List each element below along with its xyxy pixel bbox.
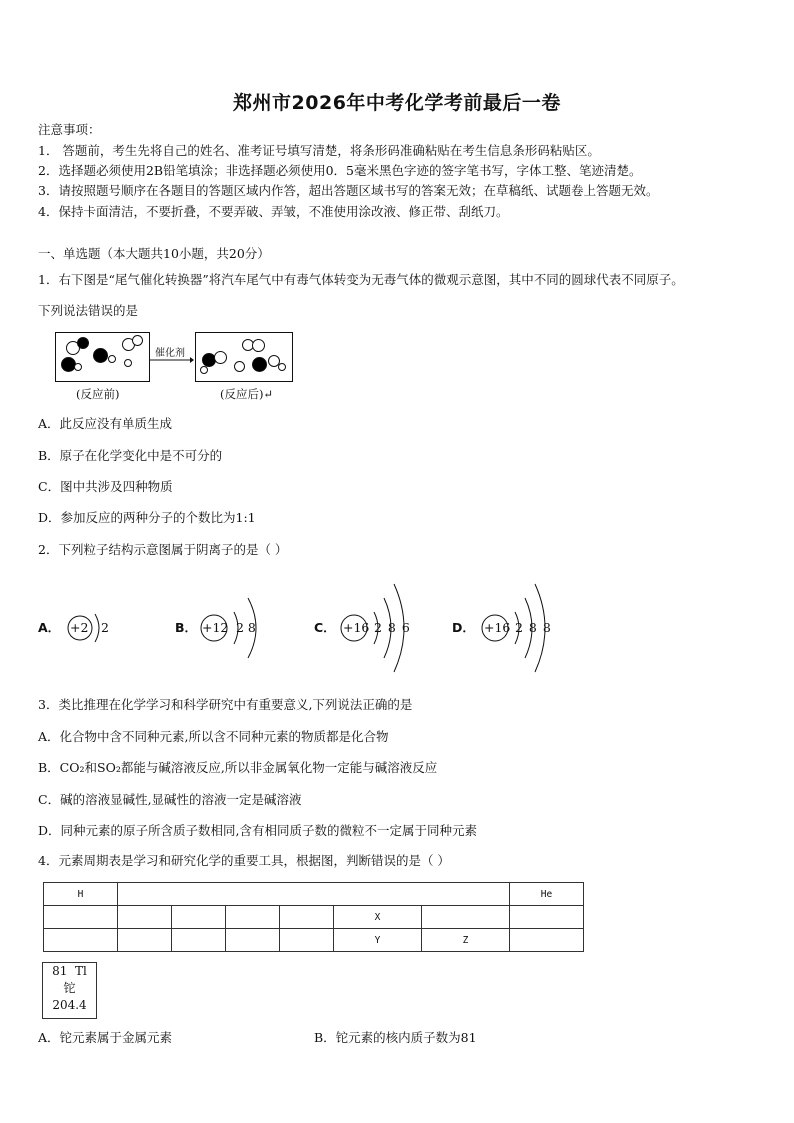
option-d: D．参加反应的两种分子的个数比为1:1	[38, 510, 256, 525]
caption-after: (反应后)↵	[220, 387, 274, 401]
atomic-number: 81	[52, 964, 68, 978]
page-title: 郑州市2026年中考化学考前最后一卷	[233, 92, 561, 114]
atom-white	[234, 361, 245, 372]
electron-shells: 2 8 6	[374, 620, 411, 635]
periodic-table-excerpt	[43, 882, 584, 952]
notice-item: 2．选择题必须使用2B铅笔填涂；非选择题必须使用0．5毫米黑色字迹的签字笔书写，字体工整、笔迹清楚。	[38, 163, 642, 178]
question-2-stem: 2．下列粒子结构示意图属于阴离子的是（ ）	[38, 542, 288, 557]
nucleus-charge: +12	[202, 620, 229, 635]
table-cell	[510, 929, 584, 952]
option-c: C．碱的溶液显碱性,显碱性的溶液一定是碱溶液	[38, 792, 302, 807]
cell-he: He	[510, 883, 584, 906]
element-name: 铊	[63, 981, 76, 995]
option-a-letter: A．	[38, 620, 61, 635]
table-cell	[280, 929, 334, 952]
atom-small	[74, 363, 82, 371]
atom-small	[124, 359, 132, 367]
question-4-stem: 4．元素周期表是学习和研究化学的重要工具，根据图，判断错误的是（ ）	[38, 853, 450, 868]
table-cell	[118, 906, 172, 929]
caption-before: (反应前)	[76, 387, 120, 401]
element-card-thallium	[42, 962, 97, 1019]
table-cell	[422, 906, 510, 929]
atom-small	[278, 363, 286, 371]
electron-shells: 2 8 8	[515, 620, 552, 635]
option-a: A．化合物中含不同种元素,所以含不同种元素的物质都是化合物	[38, 729, 389, 744]
option-b: B．CO₂和SO₂都能与碱溶液反应,所以非金属氧化物一定能与碱溶液反应	[38, 760, 438, 775]
cell-y: Y	[334, 929, 422, 952]
table-cell	[44, 906, 118, 929]
element-symbol: Tl	[75, 964, 87, 978]
table-cell	[226, 929, 280, 952]
cell-x: X	[334, 906, 422, 929]
atom-black	[252, 357, 267, 372]
table-cell	[172, 906, 226, 929]
table-cell	[226, 906, 280, 929]
table-cell	[280, 906, 334, 929]
option-b-letter: B．	[175, 620, 198, 635]
notice-item: 1． 答题前，考生先将自己的姓名、准考证号填写清楚，将条形码准确粘贴在考生信息条形码粘贴区。	[38, 143, 600, 158]
table-gap	[118, 883, 510, 906]
atomic-mass: 204.4	[52, 998, 87, 1012]
electron-shells: 2 8	[236, 620, 256, 635]
nucleus-charge: +16	[484, 620, 511, 635]
electron-shells: 2	[101, 620, 109, 635]
option-b: B．原子在化学变化中是不可分的	[38, 448, 223, 463]
atom-small	[108, 355, 116, 363]
table-cell	[510, 906, 584, 929]
table-cell	[172, 929, 226, 952]
table-cell	[118, 929, 172, 952]
section-heading: 一、单选题（本大题共10小题，共20分）	[38, 246, 270, 261]
reaction-arrow	[150, 355, 194, 365]
catalyst-label: 催化剂	[155, 348, 185, 359]
cell-h: H	[44, 883, 118, 906]
atom-black	[77, 337, 89, 349]
atom-white	[132, 335, 143, 346]
atom-white	[214, 351, 227, 364]
before-reaction-box	[55, 332, 150, 382]
element-header	[43, 963, 96, 980]
option-c: C．图中共涉及四种物质	[38, 479, 173, 494]
nucleus-charge: +2	[70, 620, 89, 635]
cell-z: Z	[422, 929, 510, 952]
notice-item: 3．请按照题号顺序在各题目的答题区域内作答，超出答题区域书写的答案无效；在草稿纸、试题卷上答题无效。	[38, 183, 659, 198]
option-b: B．铊元素的核内质子数为81	[314, 1030, 477, 1045]
option-a: A．此反应没有单质生成	[38, 416, 173, 431]
atom-small	[200, 366, 208, 374]
option-d: D．同种元素的原子所含质子数相同,含有相同质子数的微粒不一定属于同种元素	[38, 823, 477, 838]
question-1-stem-2: 下列说法错误的是	[38, 303, 139, 318]
notice-heading: 注意事项：	[38, 122, 101, 137]
question-3-stem: 3．类比推理在化学学习和科学研究中有重要意义,下列说法正确的是	[38, 697, 413, 712]
table-cell	[44, 929, 118, 952]
option-a: A．铊元素属于金属元素	[38, 1030, 173, 1045]
nucleus-charge: +16	[343, 620, 370, 635]
question-1-stem: 1．右下图是“尾气催化转换器”将汽车尾气中有毒气体转变为无毒气体的微观示意图，其中不同的圆球代表不同原子。	[38, 272, 684, 287]
option-c-letter: C．	[314, 620, 336, 635]
option-d-letter: D．	[452, 620, 475, 635]
notice-item: 4．保持卡面清洁，不要折叠，不要弄破、弄皱，不准使用涂改液、修正带、刮纸刀。	[38, 204, 509, 219]
after-reaction-box	[195, 332, 293, 382]
atom-white	[252, 339, 265, 352]
atom-black	[93, 348, 108, 363]
